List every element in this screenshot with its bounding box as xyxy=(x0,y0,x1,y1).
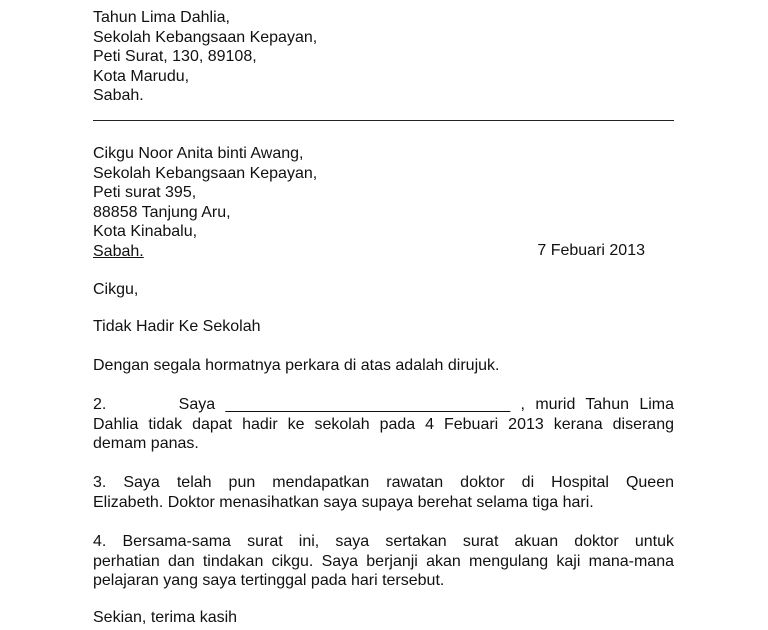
letter-date: 7 Febuari 2013 xyxy=(537,242,645,259)
paragraph-line: 4. Bersama-sama surat ini, saya sertakan surat akuan doktor untuk xyxy=(93,533,674,550)
recipient-line: 88858 Tanjung Aru, xyxy=(93,203,231,221)
closing: Sekian, terima kasih xyxy=(93,609,238,626)
paragraph-line: demam panas. xyxy=(93,435,199,452)
paragraph-2 xyxy=(93,395,674,454)
sender-address xyxy=(93,8,317,106)
sender-line: Tahun Lima Dahlia, xyxy=(93,9,230,26)
sender-line: Kota Marudu, xyxy=(93,67,190,85)
recipient-line: Peti surat 395, xyxy=(93,184,197,201)
recipient-line: Cikgu Noor Anita binti Awang, xyxy=(93,145,304,162)
sender-line: Sabah. xyxy=(93,87,144,104)
paragraph-line: 3. Saya telah pun mendapatkan rawatan doktor di Hospital Queen xyxy=(93,474,674,491)
paragraph-line: perhatian dan tindakan cikgu. Saya berjanji akan mengulang kaji mana-mana xyxy=(93,552,674,570)
divider-line xyxy=(93,120,674,121)
sender-line: Peti Surat, 130, 89108, xyxy=(93,48,257,65)
paragraph-line: pelajaran yang saya tertinggal pada hari tersebut. xyxy=(93,572,445,589)
paragraph-3 xyxy=(93,473,674,512)
paragraph-line: Elizabeth. Doktor menasihatkan saya supaya berehat selama tiga hari. xyxy=(93,493,594,511)
recipient-line: Kota Kinabalu, xyxy=(93,223,198,240)
paragraph-1: Dengan segala hormatnya perkara di atas adalah dirujuk. xyxy=(93,357,500,374)
sender-line: Sekolah Kebangsaan Kepayan, xyxy=(93,28,318,46)
recipient-address xyxy=(93,144,317,261)
subject: Tidak Hadir Ke Sekolah xyxy=(93,318,261,335)
paragraph-line: 2. Saya ________________________________ , murid Tahun Lima xyxy=(93,396,674,413)
recipient-line: Sabah. xyxy=(93,242,144,260)
paragraph-line: Dahlia tidak dapat hadir ke sekolah pada 4 Febuari 2013 kerana diserang xyxy=(93,415,674,433)
paragraph-4 xyxy=(93,532,674,591)
recipient-line: Sekolah Kebangsaan Kepayan, xyxy=(93,164,318,182)
salutation: Cikgu, xyxy=(93,281,139,298)
